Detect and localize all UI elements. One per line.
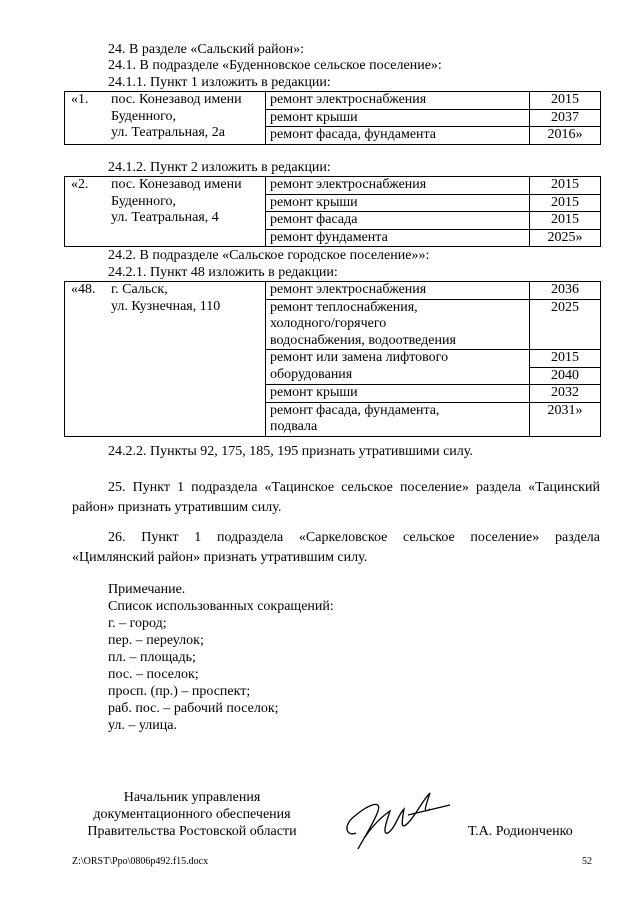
signer-name: Т.А. Родионченко bbox=[468, 824, 573, 839]
table-item-1 bbox=[64, 91, 601, 145]
work-line: ремонт или замена лифтового bbox=[270, 350, 449, 365]
work-cell: ремонт фундамента bbox=[266, 229, 530, 247]
address-line: ул. Театральная, 4 bbox=[111, 210, 219, 225]
abbrev-item: пл. – площадь; bbox=[108, 650, 196, 665]
year-cell: 2031» bbox=[530, 402, 601, 436]
address-line: пос. Конезавод имени bbox=[111, 92, 242, 107]
position-line: Начальник управления bbox=[123, 790, 261, 805]
item-number: «2. bbox=[65, 177, 108, 247]
work-cell: ремонт крыши bbox=[266, 194, 530, 212]
position-line: документационного обеспечения bbox=[93, 807, 291, 822]
work-cell: ремонт крыши bbox=[266, 109, 530, 127]
heading-24-2-2: 24.2.2. Пункты 92, 175, 185, 195 признать утратившими силу. bbox=[108, 444, 473, 459]
year-cell: 2015 bbox=[530, 177, 601, 195]
handwritten-signature bbox=[338, 775, 458, 855]
paragraph-25: 25. Пункт 1 подраздела «Тацинское сельское поселение» раздела «Тацинский район» признать утратившим силу. bbox=[72, 480, 600, 515]
work-cell: ремонт фасада bbox=[266, 212, 530, 230]
item-address bbox=[107, 92, 266, 145]
address-line: пос. Конезавод имени bbox=[111, 177, 242, 192]
heading-24-1-2: 24.1.2. Пункт 2 изложить в редакции: bbox=[108, 160, 331, 175]
address-line: Буденного, bbox=[111, 193, 177, 209]
year-cell: 2025» bbox=[530, 229, 601, 247]
heading-24-1: 24.1. В подразделе «Буденновское сельское поселение»: bbox=[108, 58, 442, 73]
table-item-2 bbox=[64, 176, 601, 247]
work-cell: ремонт электроснабжения bbox=[266, 282, 530, 300]
abbrev-item: пер. – переулок; bbox=[108, 633, 204, 648]
work-line: ремонт теплоснабжения, bbox=[270, 299, 418, 315]
work-cell: ремонт электроснабжения bbox=[266, 92, 530, 110]
work-line: холодного/горячего bbox=[270, 316, 387, 331]
heading-24-2-1: 24.2.1. Пункт 48 изложить в редакции: bbox=[108, 265, 338, 280]
position-line: Правительства Ростовской области bbox=[87, 824, 297, 839]
address-line: г. Сальск, bbox=[111, 282, 168, 297]
year-cell: 2015 bbox=[530, 92, 601, 110]
year-cell: 2015 bbox=[530, 194, 601, 212]
year-cell: 2036 bbox=[530, 282, 601, 300]
work-line: оборудования bbox=[270, 366, 353, 382]
year-cell: 2016» bbox=[530, 127, 601, 145]
work-cell: ремонт крыши bbox=[266, 385, 530, 403]
work-line: ремонт фасада, фундамента, bbox=[270, 402, 440, 418]
abbrev-item: просп. (пр.) – проспект; bbox=[108, 684, 251, 699]
heading-24-2: 24.2. В подразделе «Сальское городское поселение»»: bbox=[108, 248, 430, 263]
item-address bbox=[107, 282, 266, 437]
item-number: «1. bbox=[65, 92, 108, 145]
note-title: Примечание. bbox=[108, 582, 186, 597]
heading-24-1-1: 24.1.1. Пункт 1 изложить в редакции: bbox=[108, 75, 331, 90]
signer-position bbox=[64, 789, 320, 840]
work-cell bbox=[266, 402, 530, 436]
year-cell: 2032 bbox=[530, 385, 601, 403]
address-line: ул. Кузнечная, 110 bbox=[111, 298, 221, 314]
page-number: 52 bbox=[582, 856, 592, 867]
year-cell: 2037 bbox=[530, 109, 601, 127]
abbrev-item: г. – город; bbox=[108, 616, 167, 631]
paragraph-26: 26. Пункт 1 подраздела «Саркеловское сельское поселение» раздела «Цимлянский район» признать утратившим силу. bbox=[72, 530, 600, 565]
item-address bbox=[107, 177, 266, 247]
year-cell: 2015 bbox=[530, 350, 601, 368]
address-line: ул. Театральная, 2а bbox=[111, 125, 225, 140]
file-path: Z:\ORST\Ppo\0806p492.f15.docx bbox=[72, 856, 209, 867]
item-number: «48. bbox=[65, 282, 108, 437]
work-line: подвала bbox=[270, 419, 318, 434]
work-cell: ремонт фасада, фундамента bbox=[266, 127, 530, 145]
abbrev-item: ул. – улица. bbox=[108, 718, 177, 733]
work-cell: ремонт электроснабжения bbox=[266, 177, 530, 195]
work-cell bbox=[266, 350, 530, 385]
table-item-48 bbox=[64, 281, 601, 437]
year-cell: 2025 bbox=[530, 299, 601, 350]
abbrev-item: пос. – поселок; bbox=[108, 667, 199, 682]
work-line: водоснабжения, водоотведения bbox=[270, 332, 456, 348]
year-cell: 2015 bbox=[530, 212, 601, 230]
address-line: Буденного, bbox=[111, 108, 177, 124]
work-cell bbox=[266, 299, 530, 350]
year-cell: 2040 bbox=[530, 367, 601, 385]
abbrev-list-title: Список использованных сокращений: bbox=[108, 599, 334, 614]
abbrev-item: раб. пос. – рабочий поселок; bbox=[108, 701, 279, 716]
heading-24: 24. В разделе «Сальский район»: bbox=[108, 42, 304, 57]
